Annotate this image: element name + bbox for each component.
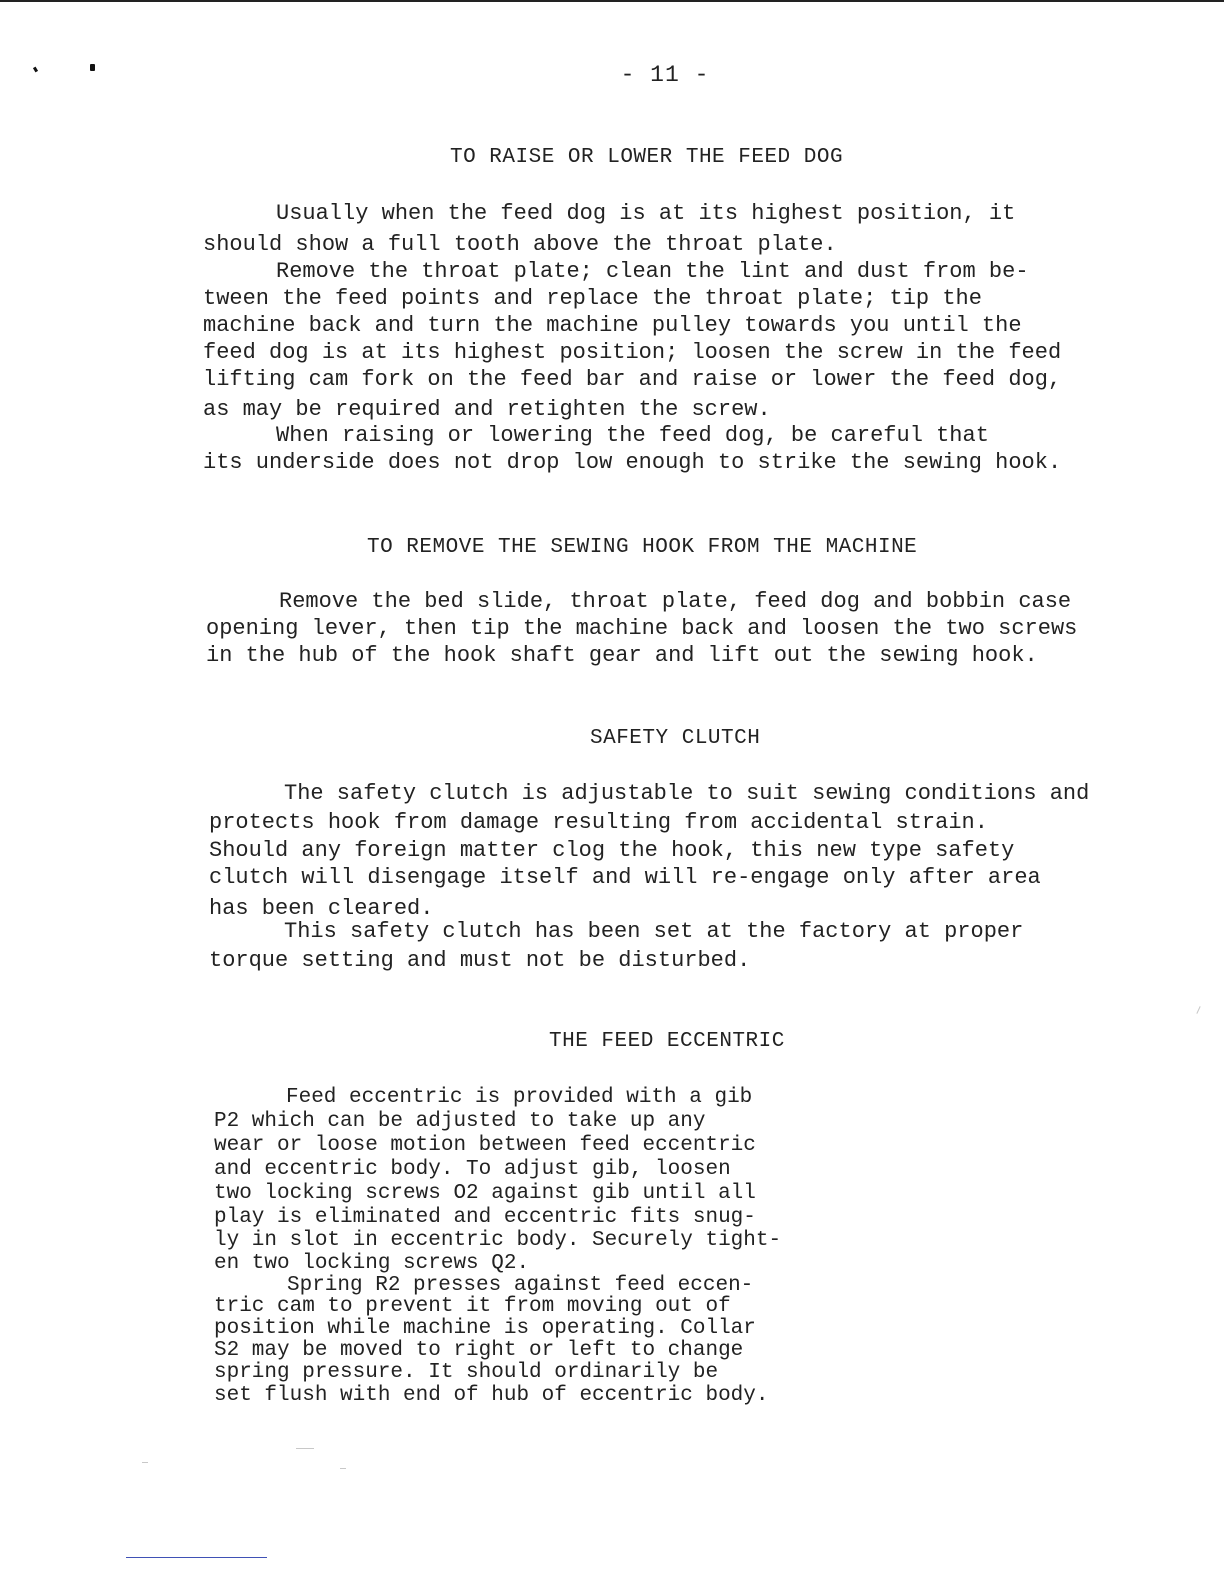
scan-speck — [340, 1468, 346, 1469]
body-line: machine back and turn the machine pulley towards you until the — [203, 313, 1022, 338]
section-title-safety-clutch: SAFETY CLUTCH — [590, 727, 761, 750]
scan-top-border — [0, 0, 1224, 2]
body-line: Should any foreign matter clog the hook, this new type safety — [209, 838, 1015, 863]
body-line: play is eliminated and eccentric fits snug- — [214, 1206, 756, 1229]
body-line: lifting cam fork on the feed bar and raise or lower the feed dog, — [203, 367, 1062, 392]
body-line: protects hook from damage resulting from accidental strain. — [209, 810, 988, 835]
body-line: feed dog is at its highest position; loosen the screw in the feed — [203, 340, 1062, 365]
body-line: position while machine is operating. Collar — [214, 1317, 756, 1340]
body-line: The safety clutch is adjustable to suit sewing conditions and — [284, 781, 1090, 806]
body-line: tric cam to prevent it from moving out of — [214, 1295, 731, 1318]
section-title-raise-lower-feed-dog: TO RAISE OR LOWER THE FEED DOG — [450, 146, 844, 169]
scan-speck — [296, 1448, 314, 1449]
body-line: in the hub of the hook shaft gear and lift out the sewing hook. — [206, 643, 1038, 668]
body-line: S2 may be moved to right or left to change — [214, 1339, 744, 1362]
body-line: Remove the throat plate; clean the lint and dust from be- — [276, 259, 1029, 284]
body-line: wear or loose motion between feed eccentric — [214, 1134, 756, 1157]
body-line: Feed eccentric is provided with a gib — [286, 1086, 753, 1109]
body-line: Usually when the feed dog is at its highest position, it — [276, 201, 1016, 226]
scan-speck — [1196, 1006, 1200, 1014]
section-title-feed-eccentric: THE FEED ECCENTRIC — [549, 1030, 785, 1053]
body-line: set flush with end of hub of eccentric body. — [214, 1384, 769, 1407]
body-line: torque setting and must not be disturbed. — [209, 948, 751, 973]
scan-speck — [142, 1462, 148, 1463]
body-line: Spring R2 presses against feed eccen- — [287, 1274, 754, 1297]
body-line: When raising or lowering the feed dog, be careful that — [276, 423, 989, 448]
body-line: P2 which can be adjusted to take up any — [214, 1110, 706, 1133]
body-line: its underside does not drop low enough to strike the sewing hook. — [203, 450, 1062, 475]
body-line: clutch will disengage itself and will re-engage only after area — [209, 865, 1041, 890]
section-title-remove-sewing-hook: TO REMOVE THE SEWING HOOK FROM THE MACHINE — [367, 536, 918, 559]
body-line: should show a full tooth above the throat plate. — [203, 232, 837, 257]
body-line: This safety clutch has been set at the factory at proper — [284, 919, 1024, 944]
body-line: tween the feed points and replace the throat plate; tip the — [203, 286, 982, 311]
body-line: en two locking screws Q2. — [214, 1252, 530, 1275]
body-line: two locking screws O2 against gib until all — [214, 1182, 756, 1205]
body-line: as may be required and retighten the screw. — [203, 397, 771, 422]
body-line: opening lever, then tip the machine back and loosen the two screws — [206, 616, 1078, 641]
body-line: has been cleared. — [209, 896, 434, 921]
page-number: - 11 - — [620, 62, 710, 88]
footer-rule — [126, 1557, 267, 1558]
body-line: spring pressure. It should ordinarily be — [214, 1361, 719, 1384]
body-line: and eccentric body. To adjust gib, loosen — [214, 1158, 731, 1181]
body-line: ly in slot in eccentric body. Securely tight- — [214, 1229, 782, 1252]
body-line: Remove the bed slide, throat plate, feed dog and bobbin case — [279, 589, 1072, 614]
